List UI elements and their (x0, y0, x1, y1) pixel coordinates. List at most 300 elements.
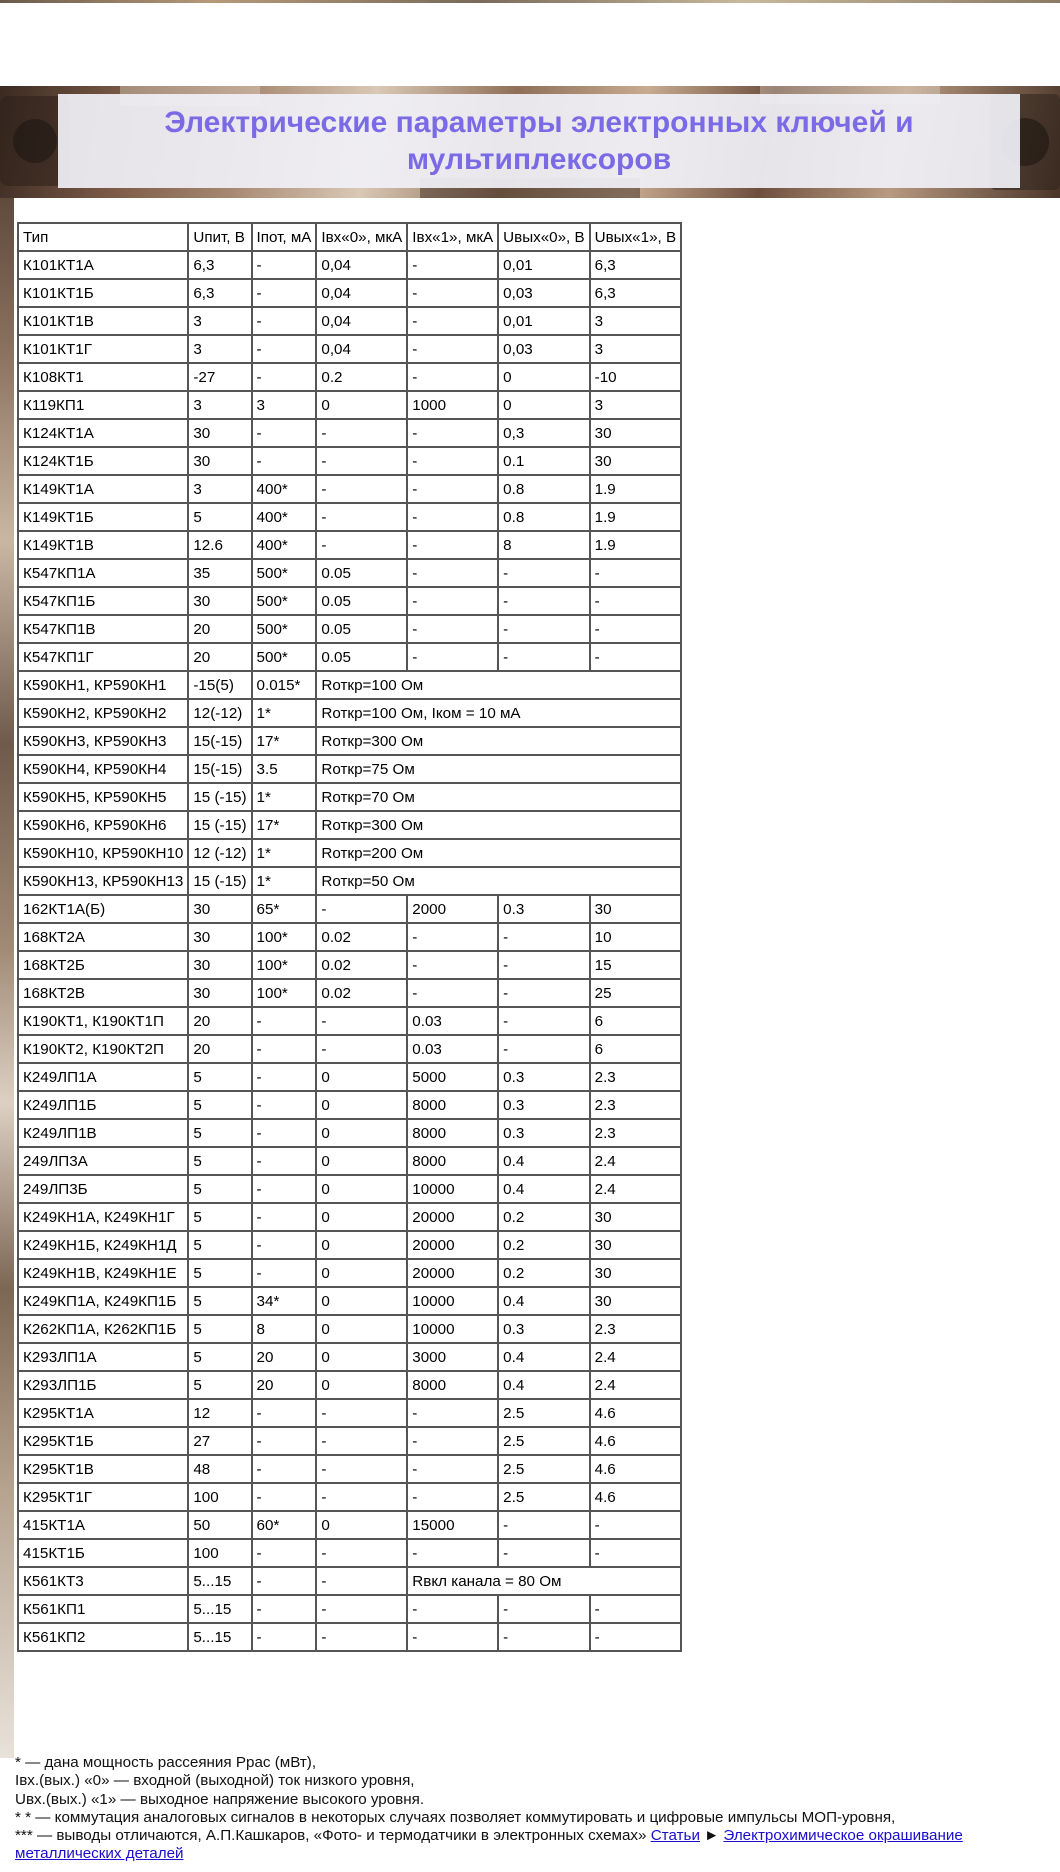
table-cell: 30 (188, 979, 251, 1007)
table-cell: 400* (252, 475, 317, 503)
table-cell: Rвкл канала = 80 Ом (407, 1567, 681, 1595)
table-cell: 0 (316, 1147, 407, 1175)
table-cell: - (407, 587, 498, 615)
device-type-cell: 168КТ2В (18, 979, 188, 1007)
table-row (18, 951, 681, 979)
device-type-cell: К590КН10, КР590КН10 (18, 839, 188, 867)
table-row (18, 307, 681, 335)
content-area (14, 198, 1060, 1872)
table-cell: 4.6 (590, 1483, 681, 1511)
table-cell: Rоткр=200 Ом (316, 839, 681, 867)
table-cell: 5...15 (188, 1567, 251, 1595)
table-cell: 5 (188, 1203, 251, 1231)
device-type-cell: К293ЛП1Б (18, 1371, 188, 1399)
table-cell: 20 (188, 1035, 251, 1063)
table-cell: 2.5 (498, 1427, 589, 1455)
table-cell: 1* (252, 839, 317, 867)
device-type-cell: К149КТ1Б (18, 503, 188, 531)
table-cell: 35 (188, 559, 251, 587)
footnote-last-line (15, 1827, 1045, 1864)
table-cell: - (316, 531, 407, 559)
table-cell: - (407, 279, 498, 307)
device-type-cell: 168КТ2Б (18, 951, 188, 979)
table-row (18, 699, 681, 727)
device-type-cell: К124КТ1Б (18, 447, 188, 475)
header-input-current-0: Iвх«0», мкА (316, 223, 407, 251)
table-cell: - (316, 1035, 407, 1063)
table-cell: 30 (590, 1287, 681, 1315)
table-cell: - (252, 1623, 317, 1651)
table-cell: - (498, 587, 589, 615)
table-cell: - (590, 615, 681, 643)
table-cell: 5 (188, 1343, 251, 1371)
table-row (18, 979, 681, 1007)
table-row (18, 419, 681, 447)
table-row (18, 615, 681, 643)
device-type-cell: К590КН13, КР590КН13 (18, 867, 188, 895)
table-cell: 10000 (407, 1287, 498, 1315)
table-cell: 2.3 (590, 1063, 681, 1091)
table-cell: - (407, 419, 498, 447)
table-cell: 5 (188, 1063, 251, 1091)
table-cell: 15(-15) (188, 727, 251, 755)
table-cell: - (407, 951, 498, 979)
table-cell: 3000 (407, 1343, 498, 1371)
table-row (18, 1623, 681, 1651)
table-cell: 0.2 (498, 1259, 589, 1287)
table-cell: 0.4 (498, 1287, 589, 1315)
table-row (18, 1231, 681, 1259)
table-cell: 0.03 (407, 1007, 498, 1035)
header-supply-voltage: Uпит, В (188, 223, 251, 251)
table-cell: - (407, 503, 498, 531)
table-cell: - (316, 503, 407, 531)
table-row (18, 671, 681, 699)
table-cell: 1* (252, 699, 317, 727)
table-cell: 15 (590, 951, 681, 979)
left-decor-strip (0, 198, 14, 1758)
device-type-cell: К590КН2, КР590КН2 (18, 699, 188, 727)
table-cell: 0 (316, 1343, 407, 1371)
table-cell: - (407, 1623, 498, 1651)
table-cell: - (590, 1511, 681, 1539)
table-cell: - (316, 1595, 407, 1623)
table-cell: 0.4 (498, 1343, 589, 1371)
table-row (18, 1063, 681, 1091)
table-cell: 400* (252, 503, 317, 531)
table-cell: 0.05 (316, 615, 407, 643)
table-cell: 1.9 (590, 503, 681, 531)
table-cell: 25 (590, 979, 681, 1007)
table-row (18, 1399, 681, 1427)
table-cell: - (498, 1595, 589, 1623)
table-cell: - (316, 1455, 407, 1483)
device-type-cell: К124КТ1А (18, 419, 188, 447)
table-cell: 3 (590, 391, 681, 419)
table-cell: - (407, 531, 498, 559)
device-type-cell: К249КН1А, К249КН1Г (18, 1203, 188, 1231)
table-cell: 0 (498, 363, 589, 391)
device-type-cell: К590КН5, КР590КН5 (18, 783, 188, 811)
device-type-cell: К547КП1В (18, 615, 188, 643)
table-row (18, 755, 681, 783)
articles-link[interactable]: Статьи (650, 1827, 700, 1845)
table-cell: - (590, 559, 681, 587)
table-cell: 1* (252, 783, 317, 811)
table-cell: - (252, 1427, 317, 1455)
table-cell: - (590, 1539, 681, 1567)
table-cell: 0.8 (498, 475, 589, 503)
table-row (18, 1119, 681, 1147)
table-cell: 30 (188, 923, 251, 951)
table-cell: 3 (188, 335, 251, 363)
table-cell: - (498, 979, 589, 1007)
table-cell: 8 (498, 531, 589, 559)
table-cell: - (252, 1483, 317, 1511)
table-cell: 10000 (407, 1175, 498, 1203)
table-cell: - (407, 1595, 498, 1623)
table-cell: - (252, 419, 317, 447)
table-cell: 3 (188, 391, 251, 419)
header-output-voltage-1: Uвых«1», В (590, 223, 681, 251)
table-cell: - (407, 447, 498, 475)
table-cell: - (407, 251, 498, 279)
table-cell: 6,3 (590, 279, 681, 307)
table-cell: 0 (316, 391, 407, 419)
device-type-cell: 249ЛП3Б (18, 1175, 188, 1203)
table-cell: - (252, 447, 317, 475)
table-cell: 12(-12) (188, 699, 251, 727)
table-cell: 0,04 (316, 279, 407, 307)
device-type-cell: К295КТ1А (18, 1399, 188, 1427)
table-cell: 20 (188, 1007, 251, 1035)
table-cell: -15(5) (188, 671, 251, 699)
table-cell: 0.3 (498, 895, 589, 923)
table-cell: 15(-15) (188, 755, 251, 783)
table-cell: 3 (590, 335, 681, 363)
table-cell: - (252, 1091, 317, 1119)
device-type-cell: К293ЛП1А (18, 1343, 188, 1371)
device-type-cell: К190КТ2, К190КТ2П (18, 1035, 188, 1063)
table-row (18, 447, 681, 475)
table-cell: Rоткр=300 Ом (316, 811, 681, 839)
table-cell: 5 (188, 1175, 251, 1203)
table-row (18, 839, 681, 867)
device-type-cell: К249ЛП1А (18, 1063, 188, 1091)
table-cell: - (252, 279, 317, 307)
table-cell: 8000 (407, 1091, 498, 1119)
footnote-line: Uвх.(вых.) «1» — выходное напряжение высокого уровня. (15, 1790, 425, 1808)
device-type-cell: 249ЛП3А (18, 1147, 188, 1175)
table-cell: - (590, 643, 681, 671)
table-row (18, 1035, 681, 1063)
table-cell: 0.3 (498, 1091, 589, 1119)
table-row (18, 811, 681, 839)
table-cell: 2.3 (590, 1119, 681, 1147)
table-cell: 0,03 (498, 279, 589, 307)
footnote-line: * — дана мощность рассеяния Ррас (мВт), (15, 1754, 317, 1771)
table-cell: Rоткр=100 Ом, Iком = 10 мА (316, 699, 681, 727)
device-type-cell: К590КН3, КР590КН3 (18, 727, 188, 755)
table-cell: -27 (188, 363, 251, 391)
table-cell: 2.3 (590, 1315, 681, 1343)
table-cell: - (498, 559, 589, 587)
table-row (18, 1567, 681, 1595)
table-cell: 0 (316, 1511, 407, 1539)
table-cell: - (316, 895, 407, 923)
device-type-cell: К590КН4, КР590КН4 (18, 755, 188, 783)
table-cell: - (407, 307, 498, 335)
header-input-current-1: Iвх«1», мкА (407, 223, 498, 251)
table-cell: 5 (188, 1231, 251, 1259)
table-cell: Rоткр=75 Ом (316, 755, 681, 783)
table-cell: 0.03 (407, 1035, 498, 1063)
table-cell: 5 (188, 1091, 251, 1119)
device-type-cell: 162КТ1А(Б) (18, 895, 188, 923)
table-cell: - (407, 363, 498, 391)
table-cell: -10 (590, 363, 681, 391)
table-cell: - (407, 979, 498, 1007)
table-cell: 0,04 (316, 307, 407, 335)
table-cell: 4.6 (590, 1427, 681, 1455)
table-cell: - (252, 1399, 317, 1427)
table-cell: - (316, 1399, 407, 1427)
table-cell: - (407, 1539, 498, 1567)
table-cell: Rоткр=300 Ом (316, 727, 681, 755)
table-cell: - (498, 951, 589, 979)
table-row (18, 1147, 681, 1175)
table-cell: 30 (188, 895, 251, 923)
table-cell: 0.2 (316, 363, 407, 391)
table-cell: 5...15 (188, 1623, 251, 1651)
table-cell: - (498, 1035, 589, 1063)
arrow-icon: ► (699, 1827, 724, 1845)
table-cell: - (498, 1539, 589, 1567)
table-cell: 0 (316, 1315, 407, 1343)
device-type-cell: К547КП1Г (18, 643, 188, 671)
table-row (18, 783, 681, 811)
table-cell: 2.5 (498, 1399, 589, 1427)
device-type-cell: К101КТ1А (18, 251, 188, 279)
table-cell: - (407, 559, 498, 587)
table-row (18, 587, 681, 615)
table-cell: 0,01 (498, 251, 589, 279)
table-row (18, 1539, 681, 1567)
table-row (18, 1175, 681, 1203)
table-cell: - (252, 1203, 317, 1231)
device-type-cell: К149КТ1А (18, 475, 188, 503)
device-type-cell: К295КТ1Б (18, 1427, 188, 1455)
table-cell: 0 (316, 1203, 407, 1231)
table-cell: 3 (590, 307, 681, 335)
table-row (18, 335, 681, 363)
table-cell: 20 (188, 643, 251, 671)
table-cell: 12 (-12) (188, 839, 251, 867)
table-cell: 5 (188, 1259, 251, 1287)
table-cell: 0.1 (498, 447, 589, 475)
table-cell: 0.05 (316, 587, 407, 615)
table-cell: 12 (188, 1399, 251, 1427)
table-cell: 0.3 (498, 1119, 589, 1147)
table-cell: 0 (316, 1091, 407, 1119)
table-cell: 8000 (407, 1371, 498, 1399)
table-cell: 0 (316, 1371, 407, 1399)
table-cell: 1000 (407, 391, 498, 419)
table-cell: 0.05 (316, 559, 407, 587)
table-cell: - (407, 923, 498, 951)
table-row (18, 643, 681, 671)
table-cell: 6,3 (188, 251, 251, 279)
table-row (18, 391, 681, 419)
table-cell: 3 (188, 307, 251, 335)
table-cell: 3 (188, 475, 251, 503)
table-row (18, 503, 681, 531)
table-cell: 3.5 (252, 755, 317, 783)
table-cell: - (498, 923, 589, 951)
table-cell: 2.5 (498, 1483, 589, 1511)
table-cell: - (498, 1511, 589, 1539)
table-cell: 5 (188, 1287, 251, 1315)
table-row (18, 475, 681, 503)
table-cell: 8000 (407, 1147, 498, 1175)
table-cell: 6 (590, 1007, 681, 1035)
table-row (18, 1287, 681, 1315)
table-cell: 5000 (407, 1063, 498, 1091)
device-type-cell: К295КТ1В (18, 1455, 188, 1483)
device-type-cell: 415КТ1А (18, 1511, 188, 1539)
table-cell: 1* (252, 867, 317, 895)
device-type-cell: К119КП1 (18, 391, 188, 419)
table-cell: - (252, 1455, 317, 1483)
table-cell: 20000 (407, 1259, 498, 1287)
table-row (18, 1427, 681, 1455)
table-cell: 0 (498, 391, 589, 419)
table-row (18, 1511, 681, 1539)
table-cell: 30 (590, 1259, 681, 1287)
table-cell: 0.05 (316, 643, 407, 671)
table-row (18, 1483, 681, 1511)
table-cell: 20000 (407, 1203, 498, 1231)
table-cell: 17* (252, 727, 317, 755)
table-cell: 34* (252, 1287, 317, 1315)
table-cell: - (252, 307, 317, 335)
device-type-cell: К249КП1А, К249КП1Б (18, 1287, 188, 1315)
footnote-line: * * — коммутация аналоговых сигналов в некоторых случаях позволяет коммутировать и цифровые импульсы МОП-уровня, (15, 1808, 896, 1826)
parameters-table (17, 222, 682, 1652)
table-row (18, 1315, 681, 1343)
table-cell: 0,04 (316, 335, 407, 363)
device-type-cell: 415КТ1Б (18, 1539, 188, 1567)
table-cell: 5 (188, 503, 251, 531)
footnotes (15, 1754, 1045, 1864)
device-type-cell: К101КТ1Б (18, 279, 188, 307)
device-type-cell: К149КТ1В (18, 531, 188, 559)
table-row (18, 923, 681, 951)
table-cell: - (316, 1007, 407, 1035)
table-cell: 5 (188, 1119, 251, 1147)
table-row (18, 279, 681, 307)
table-row (18, 251, 681, 279)
table-header-row (18, 223, 681, 251)
table-row (18, 867, 681, 895)
table-cell: 0 (316, 1259, 407, 1287)
device-type-cell: К590КН1, КР590КН1 (18, 671, 188, 699)
table-cell: 4.6 (590, 1455, 681, 1483)
table-cell: 5 (188, 1315, 251, 1343)
table-cell: - (316, 1427, 407, 1455)
table-cell: 2.3 (590, 1091, 681, 1119)
title-box (58, 94, 1020, 188)
table-cell: 5 (188, 1371, 251, 1399)
table-cell: - (407, 643, 498, 671)
page-title: Электрические параметры электронных ключей и мультиплексоров (164, 106, 914, 176)
table-cell: 8 (252, 1315, 317, 1343)
table-cell: 3 (252, 391, 317, 419)
table-cell: 2.4 (590, 1147, 681, 1175)
table-cell: 15000 (407, 1511, 498, 1539)
table-cell: 65* (252, 895, 317, 923)
footnote-line: Iвх.(вых.) «0» — входной (выходной) ток низкого уровня, (15, 1772, 415, 1790)
table-cell: - (316, 1623, 407, 1651)
table-cell: 2000 (407, 895, 498, 923)
device-type-cell: К108КТ1 (18, 363, 188, 391)
table-cell: - (252, 1035, 317, 1063)
table-cell: 50 (188, 1511, 251, 1539)
table-cell: 0.8 (498, 503, 589, 531)
table-cell: - (316, 1483, 407, 1511)
table-cell: 2.4 (590, 1343, 681, 1371)
table-cell: 60* (252, 1511, 317, 1539)
table-cell: 30 (590, 1203, 681, 1231)
table-cell: - (252, 363, 317, 391)
table-body (18, 251, 681, 1651)
table-cell: 30 (188, 951, 251, 979)
table-row (18, 1007, 681, 1035)
table-cell: - (498, 643, 589, 671)
device-type-cell: К101КТ1В (18, 307, 188, 335)
table-cell: 100* (252, 923, 317, 951)
table-row (18, 531, 681, 559)
table-cell: 0,03 (498, 335, 589, 363)
table-cell: - (498, 1623, 589, 1651)
table-cell: 0 (316, 1175, 407, 1203)
table-cell: 0,3 (498, 419, 589, 447)
related-article-link[interactable]: Электрохимическое окрашивание металлических деталей (15, 1827, 963, 1863)
table-row (18, 1455, 681, 1483)
table-row (18, 1371, 681, 1399)
table-cell: 30 (590, 1231, 681, 1259)
device-type-cell: К101КТ1Г (18, 335, 188, 363)
table-cell: 10000 (407, 1315, 498, 1343)
table-cell: 0,04 (316, 251, 407, 279)
table-cell: 0 (316, 1119, 407, 1147)
table-cell: 5 (188, 1147, 251, 1175)
device-type-cell: 168КТ2А (18, 923, 188, 951)
table-cell: 0.4 (498, 1371, 589, 1399)
table-cell: - (590, 587, 681, 615)
table-cell: 0 (316, 1063, 407, 1091)
table-cell: - (498, 615, 589, 643)
table-cell: - (407, 475, 498, 503)
table-cell: - (252, 1007, 317, 1035)
table-cell: 30 (188, 419, 251, 447)
table-cell: 30 (590, 895, 681, 923)
device-type-cell: К547КП1А (18, 559, 188, 587)
table-cell: 6 (590, 1035, 681, 1063)
table-cell: 30 (188, 447, 251, 475)
table-cell: 0.3 (498, 1315, 589, 1343)
table-cell: 1.9 (590, 531, 681, 559)
